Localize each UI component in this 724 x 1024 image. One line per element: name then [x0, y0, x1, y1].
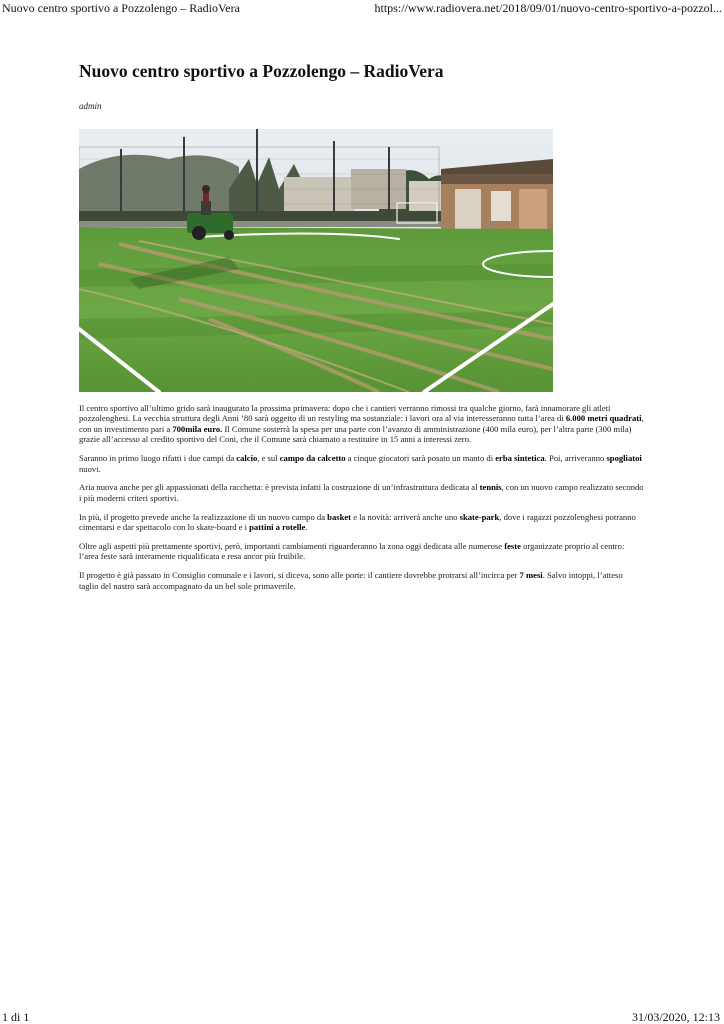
- bold-text: 6.000 metri quadrati: [565, 413, 642, 424]
- article: [79, 60, 644, 591]
- paragraph-5: [79, 541, 644, 562]
- print-header: [0, 0, 724, 16]
- page-count: 1 di 1: [2, 1010, 30, 1024]
- article-author[interactable]: admin: [79, 101, 102, 111]
- page-tab-title: Nuovo centro sportivo a Pozzolengo – RadioVera: [2, 1, 240, 15]
- print-datetime: 31/03/2020, 12:13: [631, 1010, 720, 1024]
- bold-text: calcio: [236, 453, 258, 464]
- text-run: organizzate proprio al centro: l’area feste sarà interamente riqualificata e resa ancor più fruibile.: [79, 541, 625, 562]
- text-run: Il Comune sosterrà la spesa per una parte con l’avanzo di amministrazione (400 mila euro), per l’altra parte (300 mila) grazie all’accesso al credito sportivo del Coni, che il Comune sarà chiamato a restituire in 15 anni a interessi zero.: [79, 423, 632, 445]
- text-run: , e sul: [257, 453, 280, 464]
- article-body: [79, 403, 644, 600]
- text-run: , dove i ragazzi pozzolenghesi potranno cimentarsi e dar spettacolo con lo skate-board e i: [79, 511, 636, 533]
- text-run: Il centro sportivo all’ultimo grido sarà inaugurato la prossima primavera: dopo che i cantieri verranno rimossi tra qualche giorno, farà innamorare gli atleti pozzolenghesi. La vecchia struttura degli Anni ’80 sarà oggetto di un restyling ma sostanziale: i lavori ora al via interesseranno tutta l’area di: [79, 403, 611, 424]
- bold-text: tennis: [479, 482, 502, 493]
- paragraph-4: [79, 512, 644, 533]
- text-run: , con un nuovo campo realizzato secondo i più moderni criteri sportivi.: [79, 482, 644, 503]
- print-footer: [0, 1010, 724, 1024]
- text-run: e la novità: arriverà anche uno: [351, 511, 460, 522]
- text-run: nuovi.: [79, 463, 101, 474]
- bold-text: skate-park: [459, 511, 500, 522]
- bold-text: pattini a rotelle: [249, 522, 306, 533]
- paragraph-6: [79, 570, 644, 591]
- article-title: Nuovo centro sportivo a Pozzolengo – RadioVera: [79, 61, 444, 81]
- text-run: . Salvo intoppi, l’atteso taglio del nastro sarà accompagnato da un bel sole primaverile.: [79, 570, 623, 591]
- bold-text: 700mila euro.: [172, 423, 223, 434]
- paragraph-2: [79, 453, 644, 474]
- paragraph-3: [79, 482, 644, 503]
- text-run: In più, il progetto prevede anche la realizzazione di un nuovo campo da: [79, 511, 328, 522]
- bold-text: 7 mesi: [519, 570, 543, 581]
- bold-text: basket: [327, 511, 352, 522]
- paragraph-1: [79, 403, 644, 445]
- article-photo-sports-field: [79, 129, 553, 392]
- text-run: Saranno in primo luogo rifatti i due campi da: [79, 453, 237, 464]
- sports-field-illustration: [79, 129, 553, 392]
- bold-text: spogliatoi: [606, 453, 642, 464]
- bold-text: campo da calcetto: [279, 453, 346, 464]
- text-run: a cinque giocatori sarà posato un manto di: [345, 453, 496, 464]
- text-run: Oltre agli aspetti più prettamente sportivi, però, importanti cambiamenti riguarderanno la zona oggi dedicata alle numerose: [79, 541, 505, 552]
- bold-text: feste: [504, 541, 521, 552]
- text-run: , con un investimento pari a: [79, 413, 644, 434]
- text-run: .: [305, 522, 308, 533]
- text-run: Aria nuova anche per gli appassionati della racchetta: è prevista infatti la costruzione di un’infrastruttura dedicata al: [79, 482, 480, 493]
- text-run: Il progetto è già passato in Consiglio comunale e i lavori, si diceva, sono alle porte: il cantiere dovrebbe protrarsi all’incirca per: [79, 570, 520, 581]
- bold-text: erba sintetica: [495, 453, 545, 464]
- text-run: . Poi, arriveranno: [544, 453, 607, 464]
- page-url[interactable]: https://www.radiovera.net/2018/09/01/nuovo-centro-sportivo-a-pozzol...: [374, 1, 722, 15]
